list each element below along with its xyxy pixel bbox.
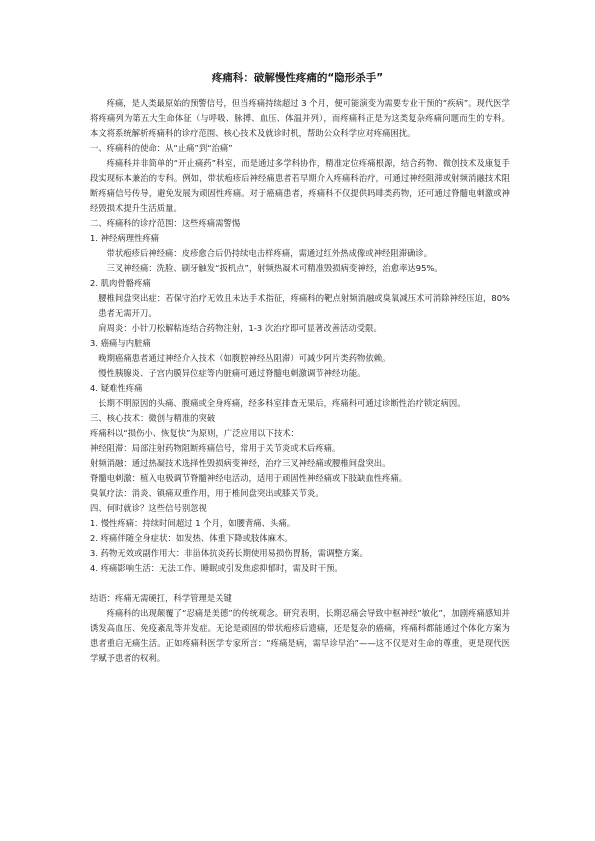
subsection-2-4-heading: 4. 疑难性疼痛	[90, 383, 143, 393]
technique-nerve-block: 神经阻滞：局部注射药物阻断疼痛信号，常用于关节炎或术后疼痛。	[90, 443, 341, 453]
subsection-2-1-item-b: 三叉神经痛：洗脸、刷牙触发“扳机点”，射频热凝术可精准毁损病变神经，治愈率达95%。	[106, 263, 443, 273]
section-1-paragraph: 疼痛科并非简单的“开止痛药”科室，而是通过多学科协作，精准定位疼痛根源，结合药物、微创技术及康复手段实现标本兼治的专科。例如，带状疱疹后神经痛患者若早期介入疼痛科治疗，可通过神经阻滞或射频消融技术阻断疼痛信号传导，避免发展为顽固性疼痛。对于癌痛患者，疼痛科不仅提供吗啡类药物，还可通过脊髓电刺激或神经毁损术提升生活质量。	[90, 158, 510, 213]
subsection-2-2-item-a: 腰椎间盘突出症：若保守治疗无效且未达手术指征，疼痛科的靶点射频消融或臭氧减压术可消除神经压迫，80%患者无需开刀。	[98, 293, 510, 318]
subsection-2-1-item-a: 带状疱疹后神经痛：皮疹愈合后仍持续电击样疼痛，需通过红外热成像或神经阻滞确诊。	[106, 248, 433, 258]
signal-item-1: 1. 慢性疼痛：持续时间超过 1 个月，如腰背痛、头痛。	[90, 518, 296, 528]
section-3-intro: 疼痛科以“损伤小、恢复快”为原则，广泛应用以下技术：	[90, 428, 300, 438]
section-3-heading: 三、核心技术：微创与精准的突破	[90, 413, 216, 423]
subsection-2-3-heading: 3. 癌痛与内脏痛	[90, 338, 151, 348]
technique-ozone-therapy: 臭氧疗法：消炎、镇痛双重作用，用于椎间盘突出或膝关节炎。	[90, 488, 324, 498]
subsection-2-3-item-b: 慢性胰腺炎、子宫内膜异位症等内脏痛可通过脊髓电刺激调节神经功能。	[98, 368, 366, 378]
subsection-2-4-item-a: 长期不明原因的头痛、腹痛或全身疼痛，经多科室排查无果后，疼痛科可通过诊断性治疗锁定病因。	[98, 398, 466, 408]
conclusion-heading: 结语：疼痛无需硬扛，科学管理是关键	[90, 593, 232, 603]
technique-spinal-stimulation: 脊髓电刺激：植入电极调节脊髓神经电活动，适用于顽固性神经痛或下肢缺血性疼痛。	[90, 473, 408, 483]
section-2-heading: 二、疼痛科的诊疗范围：这些疼痛需警惕	[90, 218, 241, 228]
section-1-heading: 一、疼痛科的使命：从“止痛”到“治痛”	[90, 143, 233, 153]
subsection-2-2-item-b: 肩周炎：小针刀松解粘连结合药物注射，1-3 次治疗即可显著改善活动受限。	[98, 323, 382, 333]
document-title: 疼痛科：破解慢性疼痛的“隐形杀手”	[211, 72, 384, 84]
subsection-2-1-heading: 1. 神经病理性疼痛	[90, 233, 160, 243]
subsection-2-2-heading: 2. 肌肉骨骼疼痛	[90, 278, 151, 288]
subsection-2-3-item-a: 晚期癌痛患者通过神经介入技术（如腹腔神经丛阻滞）可减少阿片类药物依赖。	[98, 353, 391, 363]
intro-paragraph: 疼痛，是人类最原始的预警信号，但当疼痛持续超过 3 个月，便可能演变为需要专业干预的“疾病”。现代医学将疼痛列为第五大生命体征（与呼吸、脉搏、血压、体温并列），而疼痛科正是为这类复杂疼痛问题而生的专科。本文将系统解析疼痛科的诊疗范围、核心技术及就诊时机，帮助公众科学应对疼痛困扰。	[90, 98, 510, 138]
signal-item-4: 4. 疼痛影响生活：无法工作、睡眠或引发焦虑抑郁时，需及时干预。	[90, 563, 343, 573]
signal-item-3: 3. 药物无效或副作用大：非甾体抗炎药长期使用易损伤胃肠，需调整方案。	[90, 548, 368, 558]
signal-item-2: 2. 疼痛伴随全身症状：如发热、体重下降或肢体麻木。	[90, 533, 293, 543]
spacer	[90, 576, 510, 591]
conclusion-paragraph: 疼痛科的出现颠覆了“忍痛是美德”的传统观念。研究表明，长期忍痛会导致中枢神经“敏化”，加剧疼痛感知并诱发高血压、免疫紊乱等并发症。无论是顽固的带状疱疹后遗痛，还是复杂的癌痛，疼痛科都能通过个体化方案为患者重启无痛生活。正如疼痛科医学专家所言：“疼痛是病，需早诊早治”——这不仅是对生命的尊重，更是现代医学赋予患者的权利。	[90, 608, 510, 663]
technique-radiofrequency: 射频消融：通过热凝技术选择性毁损病变神经，治疗三叉神经痛或腰椎间盘突出。	[90, 458, 391, 468]
section-4-heading: 四、何时就诊？这些信号别忽视	[90, 503, 207, 513]
document-body	[90, 96, 510, 666]
